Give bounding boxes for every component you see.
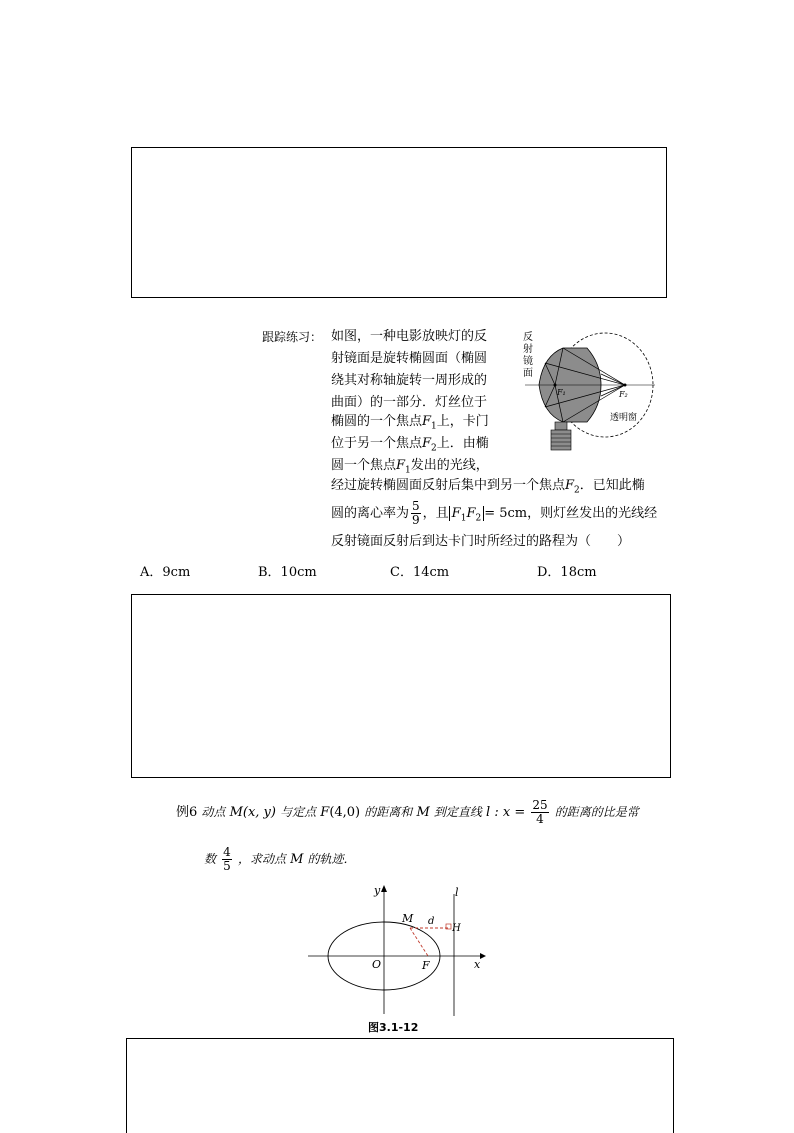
label-l: l (455, 886, 459, 899)
example6-line-2: 数 $\frac{4}{5}$ ，求动点 M 的轨迹． (204, 845, 356, 873)
label-f1: F₁ (557, 388, 566, 397)
practice-line-6: 位于另一个焦点$F_2$上．由椭 (331, 436, 489, 454)
label-f2: F₂ (619, 390, 628, 399)
answer-box-1 (131, 147, 667, 298)
label-window: 透明窗 (610, 413, 638, 423)
label-o: O (372, 958, 382, 971)
example6-line-1: 例6 动点 M(x, y) 与定点 F(4,0) 的距离和 M 到定直线 l : x = $\frac{25}{4}$ 的距离的比是常 (176, 798, 639, 826)
choice-b: B．10cm (258, 565, 317, 580)
practice-line-7: 圆一个焦点$F_1$发出的光线， (331, 458, 489, 476)
label-d: d (428, 916, 435, 927)
lamp-base (551, 430, 571, 450)
label-y: y (374, 884, 381, 897)
abs-f1f2: $F_1F_2$ (449, 506, 485, 521)
answer-box-3 (126, 1038, 674, 1133)
practice-line-9: 圆的离心率为 $\frac{5}{9}$ ，且 $F_1F_2 = 5cm$，则灯丝发出的光线经 (331, 499, 658, 527)
practice-line-10: 反射镜面反射后到达卡门时所经过的路程为（ ） (331, 534, 631, 549)
choice-d: D．18cm (537, 565, 597, 580)
choice-a: A．9cm (140, 565, 191, 580)
practice-line-4: 曲面）的一部分．灯丝位于 (331, 395, 488, 410)
answer-box-2 (131, 594, 671, 778)
figure-caption: 图3.1-12 (368, 1021, 419, 1034)
label-reflect-2: 射 (523, 344, 533, 355)
label-x: x (474, 958, 481, 971)
practice-line-3: 绕其对称轴旋转一周形成的 (331, 373, 488, 388)
fraction-25-4: $\frac{25}{4}$ (532, 798, 548, 826)
lamp-figure (515, 328, 660, 458)
fraction-eccentricity: $\frac{5}{9}$ (412, 499, 420, 527)
label-reflect-3: 镜 (523, 356, 533, 367)
label-f: F (422, 959, 430, 972)
fraction-4-5: $\frac{4}{5}$ (223, 845, 231, 873)
practice-label: 跟踪练习： (262, 330, 323, 344)
practice-line-2: 射镜面是旋转椭圆面（椭圆 (331, 351, 488, 366)
practice-line-1: 如图，一种电影放映灯的反 (331, 329, 488, 344)
label-h: H (452, 923, 461, 934)
segment-mf (410, 928, 428, 956)
ellipse-figure (300, 880, 500, 1020)
label-reflect-1: 反 (523, 332, 533, 343)
label-m: M (402, 912, 414, 925)
lamp-neck (555, 422, 567, 430)
choice-c: C．14cm (390, 565, 450, 580)
practice-line-8: 经过旋转椭圆面反射后集中到另一个焦点$F_2$．已知此椭 (331, 478, 645, 496)
label-reflect-4: 面 (523, 368, 533, 379)
practice-line-5: 椭圆的一个焦点$F_1$上，卡门 (331, 414, 489, 432)
